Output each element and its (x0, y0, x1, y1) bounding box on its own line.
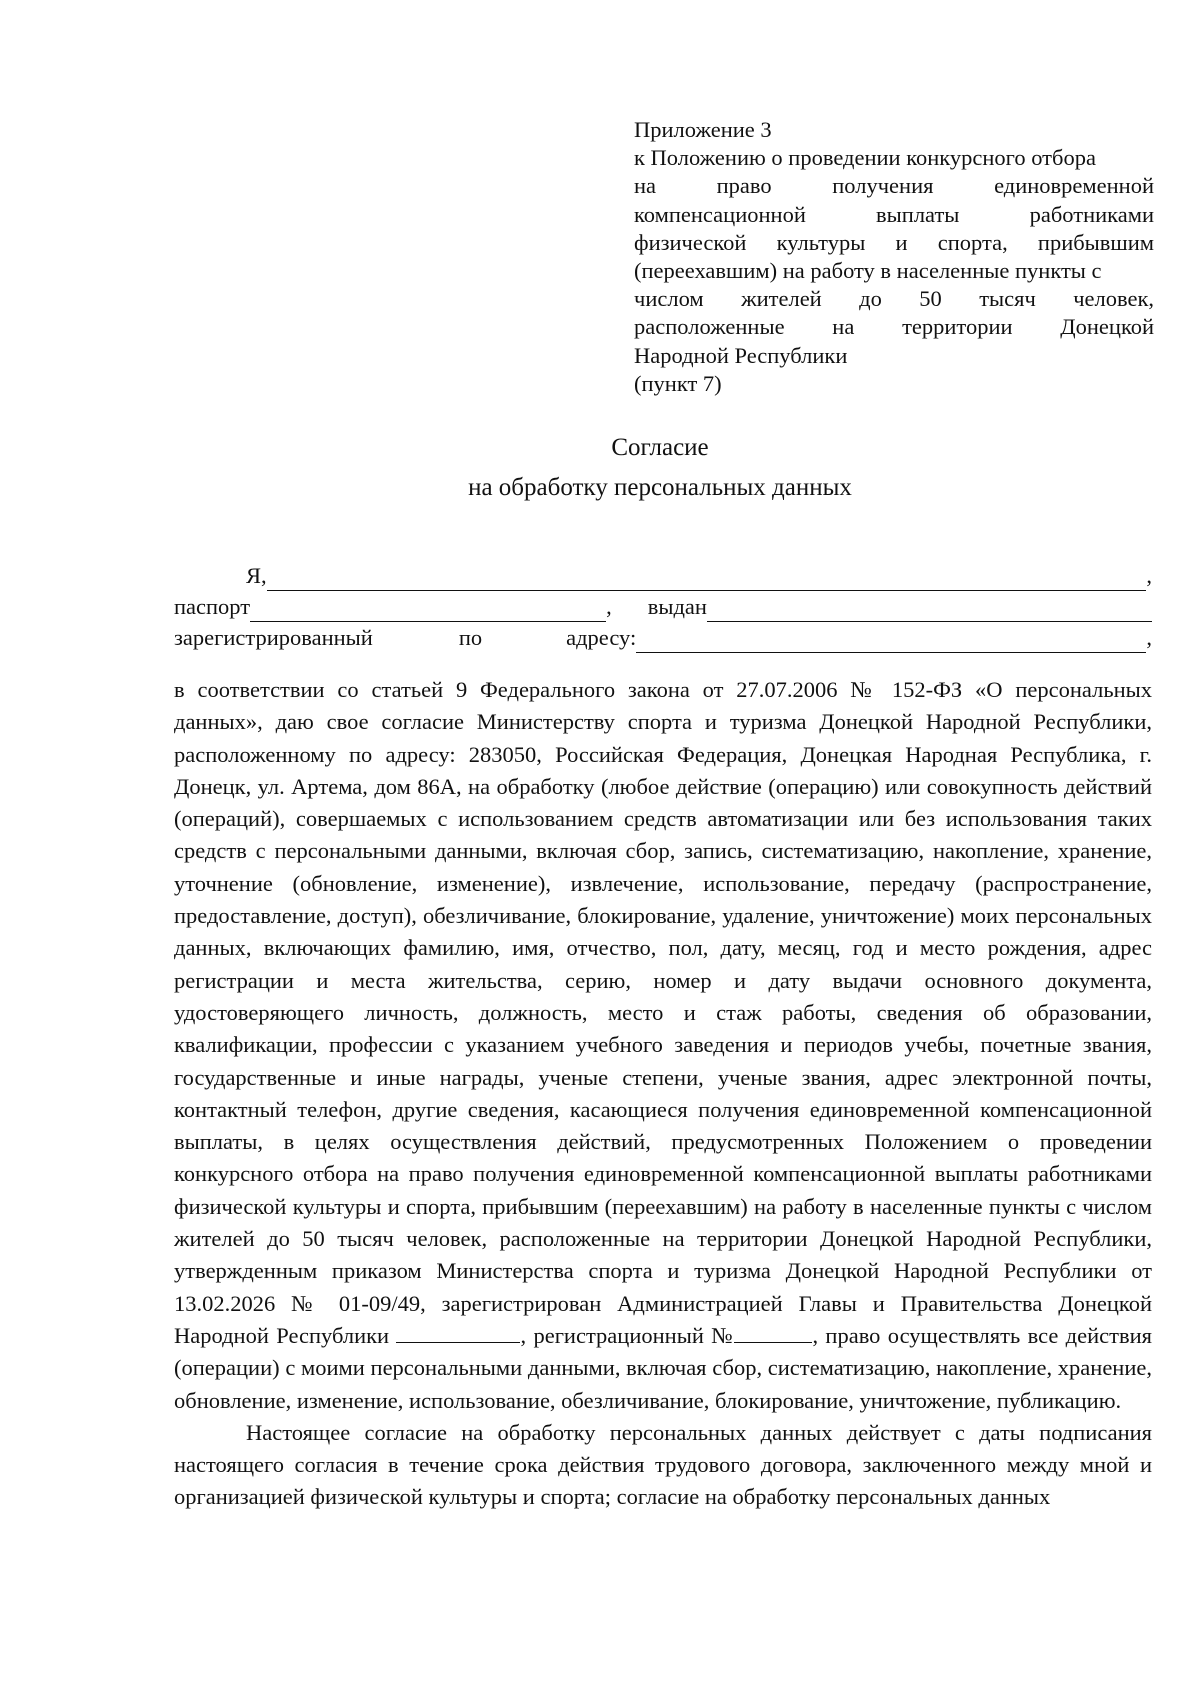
appendix-line: Приложение 3 (634, 117, 772, 142)
issued-label: выдан (647, 594, 707, 619)
word: культуры (776, 229, 866, 255)
word: числом (634, 286, 704, 312)
word: человек, (1073, 286, 1155, 312)
appendix-line (634, 285, 1154, 313)
word: 50 (919, 286, 942, 312)
word: единовременной (994, 173, 1155, 199)
appendix-line: к Положению о проведении конкурсного отбора (634, 145, 1096, 171)
word: расположенные (634, 314, 785, 340)
appendix-header (634, 116, 1154, 398)
registration-date-field[interactable] (396, 1322, 520, 1343)
document-title: Согласие (611, 434, 709, 461)
address-row (174, 622, 1152, 653)
word: выплаты (876, 201, 960, 227)
issued-by-field[interactable] (707, 599, 1152, 622)
address-label: адресу: (566, 625, 637, 650)
at-label: по (458, 625, 483, 650)
consent-paragraph-2: Настоящее согласие на обработку персональных данных действует с даты подписания настоящего согласия в течение срока действия трудового договора, заключенного между мной и организацией физической культуры и спорта; согласие на обработку персональных данных (174, 1419, 1152, 1510)
word: право (716, 173, 772, 199)
paragraph-text: , регистрационный № (520, 1322, 735, 1348)
name-row (174, 560, 1152, 591)
address-field[interactable] (636, 630, 1146, 653)
registered-label: зарегистрированный (174, 625, 373, 650)
word: жителей (741, 286, 822, 312)
comma: , (1146, 563, 1152, 588)
word: тысяч (979, 286, 1036, 312)
appendix-line: (пункт 7) (634, 370, 722, 396)
word: на (832, 314, 855, 340)
paragraph-text: , право осуществлять все действия (операции) с моими персональными данными, включая сбор, систематизацию, накопление, хранение, обновление, изменение, использование, обезличивание, блокирование, уничтожение, публикацию. (174, 1322, 1152, 1413)
passport-field[interactable] (250, 599, 606, 622)
appendix-line: Народной Республики (634, 342, 848, 368)
word: Донецкой (1060, 314, 1155, 340)
word: и (895, 229, 908, 255)
word: до (859, 286, 882, 312)
full-name-field[interactable] (267, 568, 1147, 591)
word: получения (832, 173, 934, 199)
registration-number-field[interactable] (734, 1322, 812, 1343)
i-label: Я, (246, 563, 267, 588)
word: компенсационной (634, 201, 806, 227)
word: работниками (1029, 201, 1155, 227)
comma: , (1146, 625, 1152, 650)
appendix-line (634, 313, 1154, 341)
document-subtitle: на обработку персональных данных (468, 474, 852, 501)
personal-info-form (174, 560, 1152, 653)
passport-row (174, 591, 1152, 622)
consent-body (174, 674, 1152, 1514)
word: территории (902, 314, 1013, 340)
appendix-line (634, 229, 1154, 257)
word: на (634, 173, 657, 199)
word: физической (634, 229, 747, 255)
appendix-line (634, 201, 1154, 229)
comma: , (606, 594, 612, 619)
word: спорта, (937, 229, 1008, 255)
appendix-line (634, 172, 1154, 200)
appendix-line: (переехавшим) на работу в населенные пункты с (634, 258, 1102, 284)
word: прибывшим (1037, 229, 1155, 255)
passport-label: паспорт (174, 594, 251, 619)
consent-paragraph-1 (174, 674, 1152, 1417)
paragraph-text: в соответствии со статьей 9 Федерального закона от 27.07.2006 № 152-ФЗ «О персональных данных», даю свое согласие Министерству спорта и туризма Донецкой Народной Республики, расположенному по адресу: 283050, Российская Федерация, Донецкая Народная Республика, г. Донецк, ул. Артема, дом 86А, на обработку (любое действие (операцию) или совокупность действий (операций), совершаемых с использованием средств автоматизации или без использования таких средств с персональными данными, включая сбор, запись, систематизацию, накопление, хранение, уточнение (обновление, изменение), извлечение, использование, передачу (распространение, предоставление, доступ), обезличивание, блокирование, удаление, уничтожение) моих персональных данных, включающих фамилию, имя, отчество, пол, дату, месяц, год и место рождения, адрес регистрации и места жительства, серию, номер и дату выдачи основного документа, удостоверяющего личность, должность, место и стаж работы, сведения об образовании, квалификации, профессии с указанием учебного заведения и периодов учебы, почетные звания, государственные и иные награды, ученые степени, ученые звания, адрес электронной почты, контактный телефон, другие сведения, касающиеся получения единовременной компенсационной выплаты, в целях осуществления действий, предусмотренных Положением о проведении конкурсного отбора на право получения единовременной компенсационной выплаты работниками физической культуры и спорта, прибывшим (переехавшим) на работу в населенные пункты с числом жителей до 50 тысяч человек, расположенные на территории Донецкой Народной Республики, утвержденным приказом Министерства спорта и туризма Донецкой Народной Республики от 13.02.2026 № 01-09/49, зарегистрирован Администрацией Главы и Правительства Донецкой Народной Республики (174, 677, 1152, 1348)
